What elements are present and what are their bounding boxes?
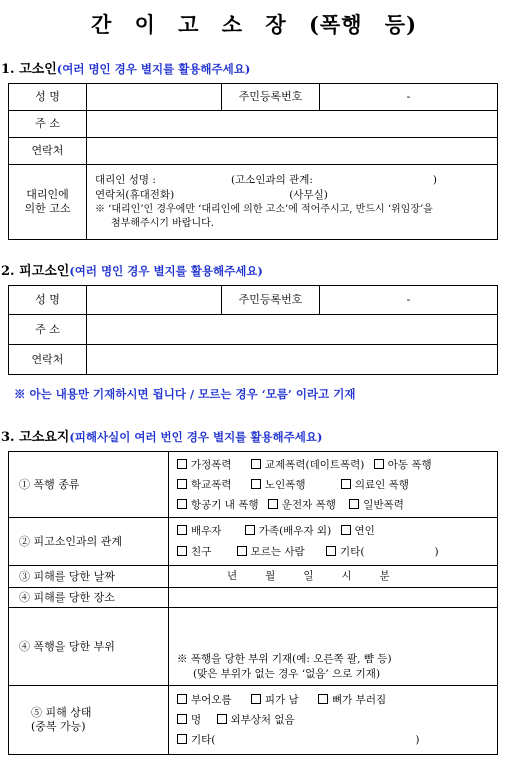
checkbox-bleeding[interactable]: 피가 남 bbox=[251, 694, 299, 706]
checkbox-medical[interactable]: 의료인 폭행 bbox=[341, 479, 409, 491]
fill-instruction: ※ 아는 내용만 기재하시면 됩니다 / 모르는 경우 ‘모름’ 이라고 기재 bbox=[14, 387, 356, 401]
section-2-heading: 2. 피고소인(여러 명인 경우 별지를 활용해주세요) bbox=[1, 264, 263, 279]
assault-type-options bbox=[169, 452, 498, 518]
rrn-label: 주민등록번호 bbox=[222, 84, 320, 111]
address-label: 주 소 bbox=[9, 315, 87, 345]
page-title: 간 이 고 소 장 (폭행 등) bbox=[90, 12, 418, 37]
damage-options: 부어오름 피가 남 뼈가 부러짐 멍 외부상처 없음 기타( ) bbox=[169, 686, 498, 755]
checkbox-driver[interactable]: 운전자 폭행 bbox=[268, 499, 336, 511]
agent-note: ※ ‘대리인’인 경우에만 ‘대리인에 의한 고소’에 적어주시고, 반드시 ‘위임장’을 bbox=[95, 204, 433, 216]
agent-info-field[interactable]: 대리인 성명 : (고소인과의 관계: ) 연락처(휴대전화) (사무실) ※ ‘대리인’인 경우에만 ‘대리인에 의한 고소’에 적어주시고, 반드시 ‘위임장’을 첨부해주시기 바랍니다. bbox=[87, 165, 498, 240]
checkbox-no-external-wound[interactable]: 외부상처 없음 bbox=[217, 714, 295, 726]
checkbox-school[interactable]: 학교폭력 bbox=[177, 479, 232, 491]
checkbox-lover[interactable]: 연인 bbox=[341, 525, 375, 537]
checkbox-damage-other[interactable]: 기타( bbox=[177, 734, 215, 746]
checkbox-relation-other[interactable]: 기타( bbox=[326, 546, 364, 558]
complainant-address-field[interactable] bbox=[87, 111, 498, 138]
date-field[interactable]: 년 월 일 시 분 bbox=[169, 566, 498, 588]
complainant-name-field[interactable] bbox=[87, 84, 222, 111]
injury-area-label: ④ 폭행을 당한 부위 bbox=[9, 608, 169, 686]
section-1-heading: 1. 고소인(여러 명인 경우 별지를 활용해주세요) bbox=[1, 62, 251, 77]
rrn-label: 주민등록번호 bbox=[222, 286, 320, 315]
accused-address-field[interactable] bbox=[87, 315, 498, 345]
checkbox-stranger[interactable]: 모르는 사람 bbox=[237, 546, 305, 558]
contact-label: 연락처 bbox=[9, 345, 87, 375]
assault-type-label: ① 폭행 종류 bbox=[9, 452, 169, 518]
checkbox-fracture[interactable]: 뼈가 부러짐 bbox=[318, 694, 386, 706]
accused-rrn-field[interactable]: - bbox=[320, 286, 498, 315]
checkbox-domestic[interactable]: 가정폭력 bbox=[177, 459, 232, 471]
relationship-options: 배우자 가족(배우자 외) 연인 친구 모르는 사람 기타( ) bbox=[169, 518, 498, 566]
address-label: 주 소 bbox=[9, 111, 87, 138]
name-label: 성 명 bbox=[9, 286, 87, 315]
place-label: ④ 피해를 당한 장소 bbox=[9, 588, 169, 608]
checkbox-family[interactable]: 가족(배우자 외) bbox=[245, 525, 331, 537]
complainant-rrn-field[interactable]: - bbox=[320, 84, 498, 111]
checkbox-child[interactable]: 아동 폭행 bbox=[374, 459, 432, 471]
relationship-label: ② 피고소인과의 관계 bbox=[9, 518, 169, 566]
section-2-note: (여러 명인 경우 별지를 활용해주세요) bbox=[69, 264, 263, 278]
damage-label: ⑤ 피해 상태 (중복 가능) bbox=[9, 686, 169, 755]
name-label: 성 명 bbox=[9, 84, 87, 111]
checkbox-bruise[interactable]: 멍 bbox=[177, 714, 201, 726]
contact-label: 연락처 bbox=[9, 138, 87, 165]
complainant-table bbox=[8, 83, 498, 240]
checkbox-aircraft[interactable]: 항공기 내 폭행 bbox=[177, 499, 259, 511]
checkbox-swelling[interactable]: 부어오름 bbox=[177, 694, 232, 706]
agent-label: 대리인에 의한 고소 bbox=[9, 165, 87, 240]
checkbox-general[interactable]: 일반폭력 bbox=[349, 499, 404, 511]
checkbox-elderly[interactable]: 노인폭행 bbox=[251, 479, 306, 491]
date-label: ③ 피해를 당한 날짜 bbox=[9, 566, 169, 588]
complaint-table bbox=[8, 451, 498, 755]
accused-name-field[interactable] bbox=[87, 286, 222, 315]
section-3-note: (피해사실이 여러 번인 경우 별지를 활용해주세요) bbox=[69, 430, 323, 444]
section-3-heading: 3. 고소요지(피해사실이 여러 번인 경우 별지를 활용해주세요) bbox=[1, 430, 323, 445]
section-1-note: (여러 명인 경우 별지를 활용해주세요) bbox=[56, 62, 251, 76]
accused-table bbox=[8, 285, 498, 375]
accused-contact-field[interactable] bbox=[87, 345, 498, 375]
place-field[interactable] bbox=[169, 588, 498, 608]
checkbox-friend[interactable]: 친구 bbox=[177, 546, 211, 558]
checkbox-dating[interactable]: 교제폭력(데이트폭력) bbox=[251, 459, 364, 471]
complainant-contact-field[interactable] bbox=[87, 138, 498, 165]
injury-area-field[interactable]: ※ 폭행을 당한 부위 기재(예: 오른쪽 팔, 뺨 등) (맞은 부위가 없는 경우 ‘없음’ 으로 기재) bbox=[169, 608, 498, 686]
checkbox-spouse[interactable]: 배우자 bbox=[177, 525, 221, 537]
